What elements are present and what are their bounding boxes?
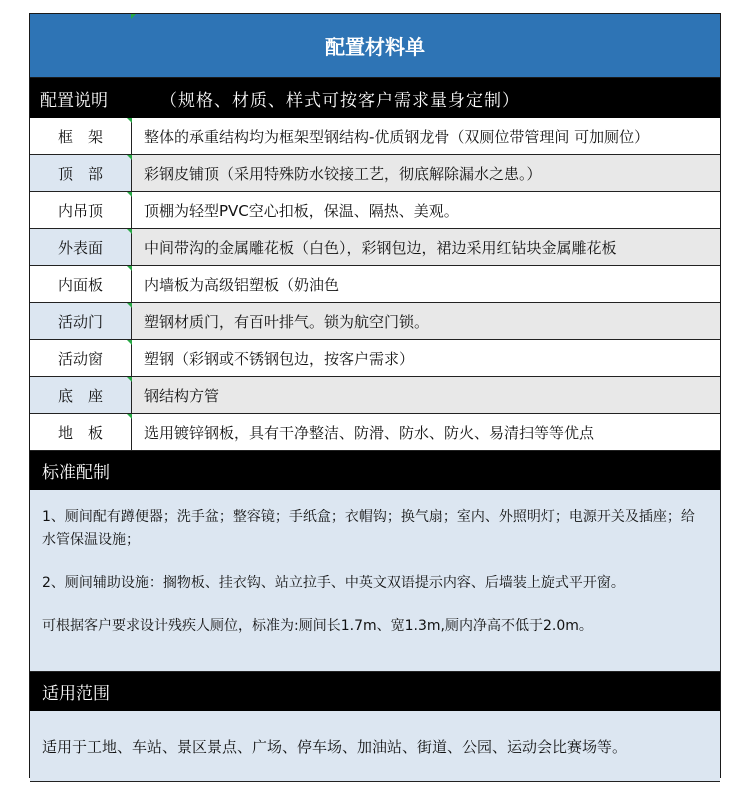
cell-corner-mark <box>127 118 132 123</box>
cell-corner-mark <box>131 14 136 19</box>
cell-corner-mark <box>127 192 132 197</box>
cell-corner-mark <box>127 266 132 271</box>
material-sheet <box>29 13 721 778</box>
scope-text: 适用于工地、车站、景区景点、广场、停车场、加油站、街道、公园、运动会比赛场等。 <box>30 711 720 782</box>
table-row <box>30 155 720 192</box>
scope-heading: 适用范围 <box>30 672 720 711</box>
standard-paragraph: 可根据客户要求设计残疾人厕位，标准为:厕间长1.7m、宽1.3m,厕内净高不低于2.0m。 <box>42 618 593 634</box>
table-row <box>30 340 720 377</box>
row-description: 内墙板为高级铝塑板（奶油色 <box>144 275 340 294</box>
cell-corner-mark <box>127 229 132 234</box>
standard-paragraph: 1、厕间配有蹲便器；洗手盆；整容镜；手纸盒；衣帽钩；换气扇；室内、外照明灯；电源开关及插座；给水管保温设施； <box>42 509 695 548</box>
spec-table <box>30 118 720 451</box>
row-description: 中间带沟的金属雕花板（白色），彩钢包边，裙边采用红钻块金属雕花板 <box>132 229 720 265</box>
cell-corner-mark <box>127 377 132 382</box>
config-header-note: （规格、材质、样式可按客户需求量身定制） <box>160 90 520 111</box>
table-row <box>30 266 720 303</box>
row-description: 整体的承重结构均为框架型钢结构-优质钢龙骨（双厕位带管理间 可加厕位） <box>144 127 650 146</box>
row-category: 内吊顶 <box>30 192 132 228</box>
sheet-title: 配置材料单 <box>30 14 720 78</box>
cell-corner-mark <box>127 414 132 419</box>
standard-paragraph: 2、厕间辅助设施：搁物板、挂衣钩、站立拉手、中英文双语提示内容、后墙装上旋式平开窗。 <box>42 575 625 591</box>
cell-corner-mark <box>127 155 132 160</box>
table-row <box>30 377 720 414</box>
row-description: 塑钢（彩钢或不锈钢包边，按客户需求） <box>144 349 415 368</box>
row-category: 底 座 <box>30 377 132 413</box>
cell-corner-mark <box>127 303 132 308</box>
config-header <box>30 78 720 118</box>
row-description: 钢结构方管 <box>132 377 720 413</box>
row-description: 塑钢材质门，有百叶排气。锁为航空门锁。 <box>132 303 720 339</box>
row-category: 顶 部 <box>30 155 132 191</box>
table-row <box>30 229 720 266</box>
row-description: 选用镀锌钢板，具有干净整洁、防滑、防水、防火、易清扫等等优点 <box>144 423 595 442</box>
cell-corner-mark <box>127 340 132 345</box>
row-category: 地 板 <box>30 414 132 450</box>
table-row <box>30 118 720 155</box>
table-row <box>30 414 720 451</box>
row-category: 活动门 <box>30 303 132 339</box>
row-category: 框 架 <box>30 118 132 154</box>
standard-box <box>30 490 720 672</box>
standard-heading: 标准配制 <box>30 451 720 490</box>
config-header-label: 配置说明 <box>40 90 108 111</box>
row-category: 外表面 <box>30 229 132 265</box>
table-row <box>30 303 720 340</box>
row-description: 顶棚为轻型PVC空心扣板，保温、隔热、美观。 <box>144 201 459 220</box>
row-description: 彩钢皮铺顶（采用特殊防水铰接工艺，彻底解除漏水之患。） <box>132 155 720 191</box>
row-category: 内面板 <box>30 266 132 302</box>
row-category: 活动窗 <box>30 340 132 376</box>
table-row <box>30 192 720 229</box>
